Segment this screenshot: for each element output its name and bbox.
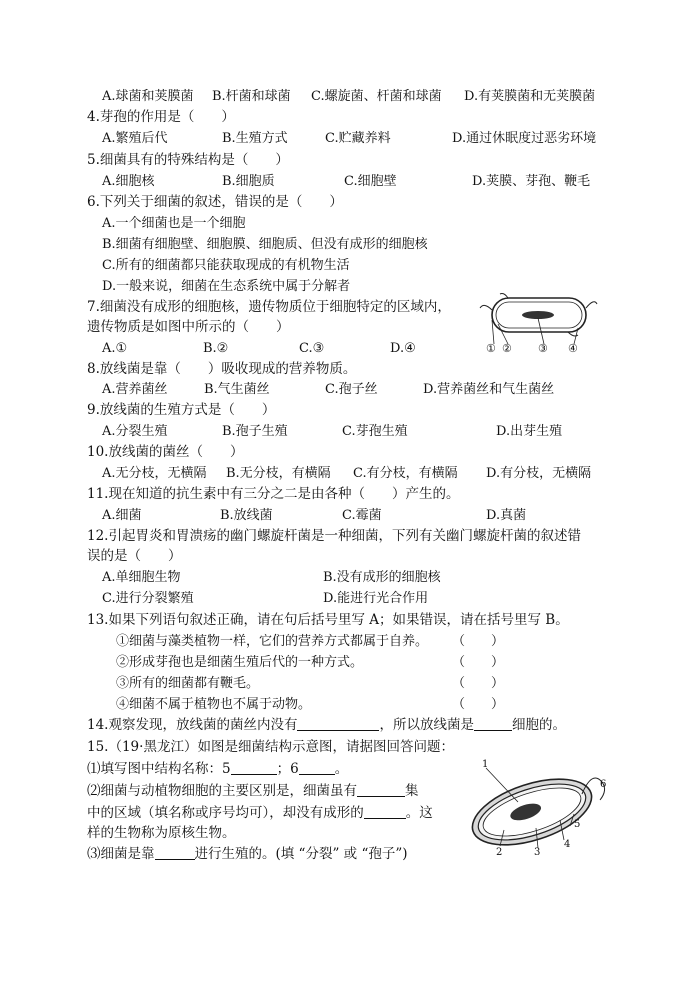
q11-option-c: C.霉菌	[342, 508, 382, 523]
q9-option-d: D.出芽生殖	[496, 424, 563, 439]
q9-option-b: B.孢子生殖	[222, 424, 288, 439]
q4-option-c: C.贮藏养料	[325, 131, 391, 146]
q15-figure-label-1: 1	[482, 759, 489, 770]
q7-figure-label-1: ①	[486, 342, 496, 355]
q8-option-d: D.营养菌丝和气生菌丝	[423, 382, 555, 397]
q11-option-b: B.放线菌	[220, 508, 273, 523]
q8-option-c: C.孢子丝	[325, 382, 378, 397]
q15-sub1-text-2: ；6	[276, 761, 299, 777]
q15-sub2-text-4: 。这	[405, 805, 433, 821]
q15-figure-label-5: 5	[574, 819, 581, 830]
q13-paren-4: （ ）	[452, 697, 505, 712]
q11-option-a: A.细菌	[102, 508, 142, 523]
q15-sub2-text-1: ⑵细菌与动植物细胞的主要区别是，细菌虽有	[87, 783, 357, 799]
q15-figure-label-4: 4	[564, 839, 571, 850]
q11-stem: 11.现在知道的抗生素中有三分之二是由各种（ ）产生的。	[87, 486, 460, 502]
q7-option-b: B.②	[203, 341, 229, 356]
q7-option-a: A.①	[102, 341, 128, 356]
q3-option-c: C.螺旋菌、杆菌和球菌	[311, 89, 442, 104]
q10-option-d: D.有分枝，无横隔	[486, 466, 592, 481]
q9-option-c: C.芽孢生殖	[342, 424, 408, 439]
q6-option-a: A.一个细菌也是一个细胞	[102, 216, 246, 231]
q15-sub2-text-3: 中的区域（填名称或序号均可），却没有成形的	[87, 805, 364, 821]
q13-paren-3: （ ）	[452, 676, 505, 691]
q7-figure-label-3: ③	[538, 342, 548, 355]
q5-stem: 5.细菌具有的特殊结构是（ ）	[87, 152, 289, 168]
q10-option-b: B.无分枝，有横隔	[226, 466, 331, 481]
q3-option-b: B.杆菌和球菌	[212, 89, 291, 104]
q5-option-d: D.荚膜、芽孢、鞭毛	[472, 174, 591, 189]
q12-stem-line1: 12.引起胃炎和胃溃疡的幽门螺旋杆菌是一种细菌，下列有关幽门螺旋杆菌的叙述错	[87, 528, 581, 544]
q12-stem-line2: 误的是（ ）	[87, 548, 182, 564]
q13-paren-2: （ ）	[452, 655, 505, 670]
q6-option-d: D.一般来说，细菌在生态系统中属于分解者	[102, 279, 351, 294]
q13-item-3: ③所有的细菌都有鞭毛。	[116, 676, 260, 691]
q7-stem-line2: 遗传物质是如图中所示的（ ）	[87, 319, 290, 335]
q10-option-a: A.无分枝，无横隔	[102, 466, 207, 481]
q14-line	[87, 716, 566, 734]
q10-stem: 10.放线菌的菌丝（ ）	[87, 444, 244, 460]
q14-text-2: ，所以放线菌是	[379, 717, 474, 733]
q15-sub3-text-1: ⑶细菌是靠	[87, 846, 155, 862]
q8-option-a: A.营养菌丝	[102, 382, 168, 397]
q15-blank-nucleus[interactable]	[364, 804, 406, 819]
q14-blank-1[interactable]	[297, 716, 379, 731]
q15-sub2-line2	[87, 804, 433, 822]
q15-blank-5[interactable]	[231, 760, 277, 775]
q8-option-b: B.气生菌丝	[204, 382, 270, 397]
q5-option-a: A.细胞核	[102, 174, 155, 189]
q5-option-b: B.细胞质	[222, 174, 275, 189]
q7-bacterium-figure	[478, 290, 598, 358]
q15-blank-nuclear-region[interactable]	[357, 782, 405, 797]
q14-text-1: 14.观察发现，放线菌的菌丝内没有	[87, 717, 298, 733]
q9-option-a: A.分裂生殖	[102, 424, 168, 439]
q15-sub2-line3: 样的生物称为原核生物。	[87, 825, 236, 841]
q12-option-d: D.能进行光合作用	[323, 591, 429, 606]
q15-blank-reproduction[interactable]	[155, 845, 195, 860]
q4-stem: 4.芽孢的作用是（ ）	[87, 109, 235, 125]
q13-item-2: ②形成芽孢也是细菌生殖后代的一种方式。	[116, 655, 364, 670]
q13-item-1: ①细菌与藻类植物一样，它们的营养方式都属于自养。	[116, 634, 429, 649]
q7-option-d: D.④	[390, 341, 416, 356]
q14-text-3: 细胞的。	[511, 717, 566, 733]
q15-sub1	[87, 760, 348, 778]
q15-sub2-text-2: 集	[405, 783, 419, 799]
q15-blank-6[interactable]	[299, 760, 335, 775]
q15-figure-label-3: 3	[534, 847, 541, 858]
q7-figure-label-2: ②	[502, 342, 512, 355]
q13-item-4: ④细菌不属于植物也不属于动物。	[116, 697, 312, 712]
q6-option-b: B.细菌有细胞壁、细胞膜、细胞质、但没有成形的细胞核	[102, 237, 428, 252]
q6-stem: 6.下列关于细菌的叙述，错误的是（ ）	[87, 194, 343, 210]
q14-blank-2[interactable]	[474, 716, 512, 731]
q15-figure-label-6: 6	[600, 779, 607, 790]
q3-option-a: A.球菌和荚膜菌	[102, 89, 194, 104]
q15-sub1-text-3: 。	[334, 761, 349, 777]
q3-option-d: D.有荚膜菌和无荚膜菌	[464, 89, 596, 104]
q15-figure-label-2: 2	[496, 847, 503, 858]
q15-sub3	[87, 845, 408, 863]
q4-option-d: D.通过休眠度过恶劣环境	[452, 131, 597, 146]
q10-option-c: C.有分枝，有横隔	[353, 466, 458, 481]
q5-option-c: C.细胞壁	[344, 174, 397, 189]
q15-sub3-text-2: 进行生殖的。(填 “分裂” 或 “孢子”)	[194, 846, 408, 862]
q6-option-c: C.所有的细菌都只能获取现成的有机物生活	[102, 258, 350, 273]
q7-stem-line1: 7.细菌没有成形的细胞核，遗传物质位于细胞特定的区域内，	[87, 299, 451, 315]
q4-option-a: A.繁殖后代	[102, 131, 168, 146]
q12-option-b: B.没有成形的细胞核	[323, 570, 441, 585]
q15-bacterium-figure	[460, 760, 610, 860]
q11-option-d: D.真菌	[486, 508, 527, 523]
q12-option-c: C.进行分裂繁殖	[102, 591, 194, 606]
q15-sub1-text-1: ⑴填写图中结构名称：5	[87, 761, 231, 777]
q8-stem: 8.放线菌是靠（ ）吸收现成的营养物质。	[87, 361, 357, 377]
q15-sub2-line1	[87, 782, 419, 800]
q13-stem: 13.如果下列语句叙述正确，请在句后括号里写 A；如果错误，请在括号里写 B。	[87, 612, 569, 628]
q12-option-a: A.单细胞生物	[102, 570, 181, 585]
q7-figure-label-4: ④	[568, 342, 578, 355]
q4-option-b: B.生殖方式	[222, 131, 288, 146]
q7-option-c: C.③	[299, 341, 325, 356]
q13-paren-1: （ ）	[452, 634, 505, 649]
q15-stem: 15.（19·黑龙江）如图是细菌结构示意图，请据图回答问题：	[87, 739, 454, 755]
q9-stem: 9.放线菌的生殖方式是（ ）	[87, 402, 276, 418]
